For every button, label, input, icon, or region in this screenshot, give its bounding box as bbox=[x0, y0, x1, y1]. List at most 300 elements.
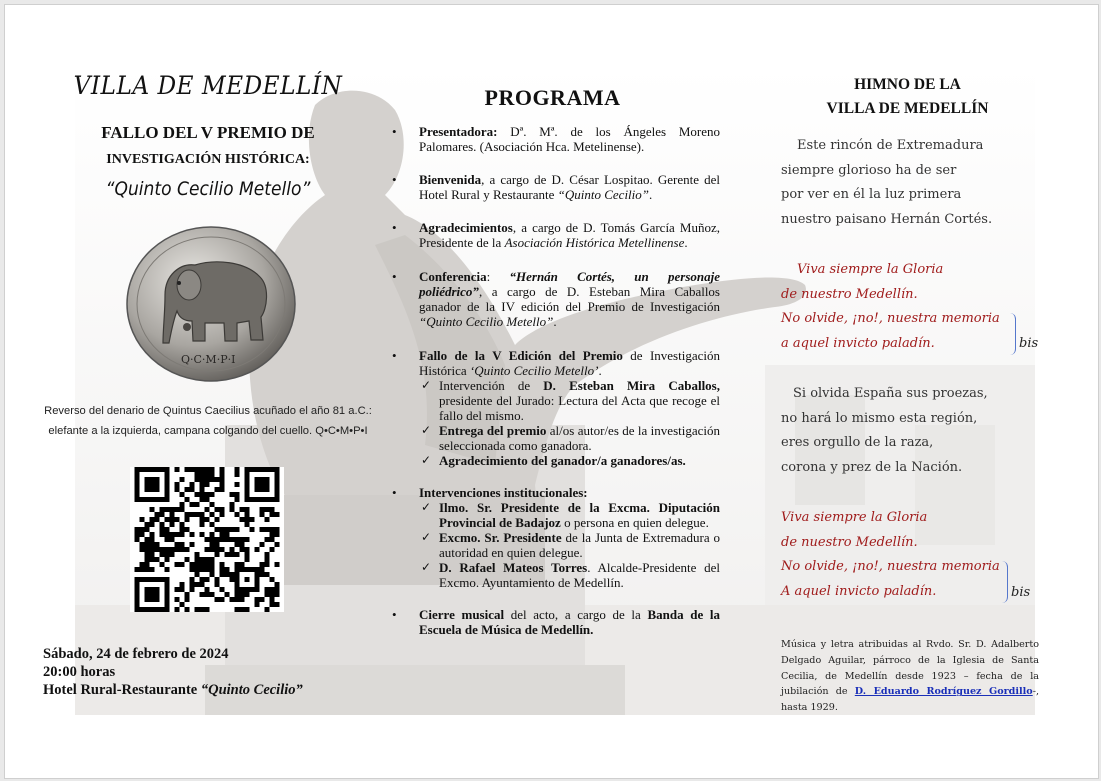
qr-module bbox=[210, 522, 215, 527]
qr-module bbox=[195, 607, 200, 612]
qr-module bbox=[180, 532, 185, 537]
qr-module bbox=[190, 482, 195, 487]
qr-module bbox=[160, 532, 165, 537]
verse-line: no hará lo mismo esta región, bbox=[781, 410, 978, 426]
verse-line: corona y prez de la Nación. bbox=[781, 459, 963, 475]
qr-module bbox=[150, 537, 155, 542]
qr-module bbox=[235, 497, 240, 502]
checkmark-icon: ✓ bbox=[421, 530, 432, 544]
sub-item bbox=[419, 500, 720, 530]
qr-module bbox=[265, 562, 270, 567]
checkmark-icon: ✓ bbox=[421, 378, 432, 392]
qr-module bbox=[200, 467, 205, 472]
qr-module bbox=[265, 572, 270, 577]
qr-module bbox=[185, 487, 190, 492]
qr-module bbox=[145, 522, 150, 527]
qr-module bbox=[215, 547, 220, 552]
qr-module bbox=[165, 557, 170, 562]
qr-module bbox=[220, 547, 225, 552]
villa-title: VILLA DE MEDELLÍN bbox=[73, 71, 343, 100]
prize-name: “Quinto Cecilio Metello” bbox=[105, 178, 311, 200]
qr-module bbox=[265, 557, 270, 562]
qr-module bbox=[145, 537, 150, 542]
qr-module bbox=[260, 542, 265, 547]
verse-line: A aquel invicto paladín. bbox=[781, 583, 937, 599]
qr-module bbox=[150, 567, 155, 572]
qr-module bbox=[160, 507, 165, 512]
qr-module bbox=[225, 532, 230, 537]
qr-module bbox=[200, 582, 205, 587]
bullet-icon: • bbox=[392, 172, 397, 187]
conference-title: “Hernán Cortés, un personaje poliédrico” bbox=[419, 269, 720, 299]
denarius-coin-image bbox=[125, 225, 297, 383]
item-label: Fallo de la V Edición del Premio bbox=[419, 348, 623, 363]
qr-module bbox=[275, 562, 280, 567]
qr-module bbox=[205, 537, 210, 542]
qr-module bbox=[185, 592, 190, 597]
qr-module bbox=[240, 507, 245, 512]
qr-module bbox=[270, 537, 275, 542]
checkmark-icon: ✓ bbox=[421, 423, 432, 437]
item-tail: . bbox=[598, 363, 602, 378]
gordillo-link[interactable]: D. Eduardo Rodríguez Gordillo bbox=[854, 686, 1033, 698]
qr-module bbox=[220, 562, 225, 567]
qr-module bbox=[155, 542, 160, 547]
qr-module bbox=[175, 532, 180, 537]
qr-module bbox=[275, 602, 280, 607]
qr-module bbox=[180, 602, 185, 607]
coin-caption bbox=[33, 401, 383, 441]
qr-module bbox=[220, 512, 225, 517]
qr-module bbox=[245, 552, 250, 557]
qr-module bbox=[235, 512, 240, 517]
qr-module bbox=[265, 607, 270, 612]
qr-module bbox=[220, 587, 225, 592]
checkmark-icon: ✓ bbox=[421, 500, 432, 514]
qr-module bbox=[260, 562, 265, 567]
qr-module bbox=[250, 527, 255, 532]
qr-module bbox=[135, 532, 140, 537]
qr-module bbox=[230, 507, 235, 512]
qr-module bbox=[175, 487, 180, 492]
qr-module bbox=[145, 567, 150, 572]
qr-module bbox=[220, 467, 225, 472]
qr-module bbox=[220, 487, 225, 492]
verse-line: nuestro paisano Hernán Cortés. bbox=[781, 211, 993, 227]
item-label: Agradecimientos bbox=[419, 220, 513, 235]
qr-module bbox=[195, 562, 200, 567]
qr-module bbox=[260, 507, 265, 512]
qr-module bbox=[205, 567, 210, 572]
qr-module bbox=[245, 537, 250, 542]
item-text: , a cargo de D. Tomás García Muñoz, Presidente de la bbox=[419, 220, 720, 250]
qr-module bbox=[175, 607, 180, 612]
qr-module bbox=[270, 532, 275, 537]
qr-module bbox=[260, 597, 265, 602]
qr-module bbox=[210, 542, 215, 547]
qr-module bbox=[240, 597, 245, 602]
qr-module bbox=[195, 572, 200, 577]
verse-line: No olvide, ¡no!, nuestra memoria bbox=[781, 311, 1000, 326]
qr-module bbox=[215, 542, 220, 547]
qr-module bbox=[205, 607, 210, 612]
qr-module bbox=[200, 472, 205, 477]
qr-module bbox=[240, 562, 245, 567]
qr-module bbox=[235, 607, 240, 612]
qr-module bbox=[170, 537, 175, 542]
qr-module bbox=[205, 467, 210, 472]
qr-module bbox=[200, 557, 205, 562]
qr-module bbox=[195, 467, 200, 472]
qr-module bbox=[190, 577, 195, 582]
verse-line: por ver en él la luz primera bbox=[781, 187, 962, 202]
qr-module bbox=[220, 472, 225, 477]
sub-bold: Agradecimiento del ganador/a ganadores/as. bbox=[439, 453, 686, 468]
qr-module bbox=[150, 507, 155, 512]
qr-module bbox=[140, 562, 145, 567]
qr-module bbox=[245, 522, 250, 527]
qr-module bbox=[215, 577, 220, 582]
qr-module bbox=[265, 517, 270, 522]
qr-module bbox=[215, 487, 220, 492]
qr-module bbox=[135, 567, 140, 572]
qr-module bbox=[165, 532, 170, 537]
qr-module bbox=[150, 557, 155, 562]
qr-module bbox=[145, 527, 150, 532]
qr-module bbox=[225, 592, 230, 597]
item-italic: ‘Quinto Cecilio Metello’ bbox=[469, 363, 599, 378]
qr-module bbox=[240, 537, 245, 542]
himno-title-line-1: HIMNO DE LA bbox=[854, 76, 961, 93]
qr-module bbox=[140, 532, 145, 537]
qr-module bbox=[180, 542, 185, 547]
qr-module bbox=[270, 527, 275, 532]
qr-module bbox=[275, 587, 280, 592]
qr-module bbox=[270, 597, 275, 602]
event-venue bbox=[43, 681, 363, 699]
qr-module bbox=[170, 512, 175, 517]
qr-module bbox=[250, 517, 255, 522]
qr-module bbox=[140, 527, 145, 532]
qr-module bbox=[155, 547, 160, 552]
qr-module bbox=[190, 502, 195, 507]
qr-module bbox=[145, 547, 150, 552]
bullet-icon: • bbox=[392, 220, 397, 235]
qr-module bbox=[200, 482, 205, 487]
qr-module bbox=[205, 507, 210, 512]
qr-module bbox=[195, 472, 200, 477]
qr-module bbox=[260, 567, 265, 572]
himno-title-line-2: VILLA DE MEDELLÍN bbox=[826, 100, 989, 117]
qr-module bbox=[220, 482, 225, 487]
verse-line: eres orgullo de la raza, bbox=[781, 435, 934, 450]
verse-line: Si olvida España sus proezas, bbox=[793, 386, 988, 401]
qr-module bbox=[180, 522, 185, 527]
qr-module bbox=[210, 537, 215, 542]
item-tail: . bbox=[553, 314, 557, 329]
qr-module bbox=[235, 527, 240, 532]
qr-module bbox=[215, 477, 220, 482]
qr-module bbox=[190, 512, 195, 517]
qr-module bbox=[200, 522, 205, 527]
checkmark-icon: ✓ bbox=[421, 560, 432, 574]
qr-module bbox=[205, 587, 210, 592]
qr-module bbox=[220, 532, 225, 537]
qr-module bbox=[160, 512, 165, 517]
qr-module bbox=[225, 537, 230, 542]
item-italic: “Quinto Cecilio” bbox=[557, 187, 650, 202]
qr-module bbox=[270, 602, 275, 607]
qr-module bbox=[230, 547, 235, 552]
qr-module bbox=[180, 582, 185, 587]
qr-module bbox=[230, 572, 235, 577]
qr-module bbox=[150, 517, 155, 522]
item-label: Presentadora: bbox=[419, 124, 498, 139]
qr-module bbox=[180, 527, 185, 532]
qr-module bbox=[145, 542, 150, 547]
qr-module bbox=[200, 532, 205, 537]
qr-module bbox=[215, 517, 220, 522]
qr-module bbox=[200, 492, 205, 497]
qr-module bbox=[180, 507, 185, 512]
qr-module bbox=[265, 552, 270, 557]
qr-module bbox=[205, 547, 210, 552]
qr-module bbox=[230, 502, 235, 507]
qr-module bbox=[245, 507, 250, 512]
qr-module bbox=[170, 532, 175, 537]
qr-module bbox=[205, 472, 210, 477]
qr-module bbox=[160, 552, 165, 557]
item-label: Cierre musical bbox=[419, 607, 505, 622]
qr-module bbox=[255, 602, 260, 607]
qr-module bbox=[235, 542, 240, 547]
bullet-icon: • bbox=[392, 485, 397, 500]
coin-legend-text: Q·C·M·P·I bbox=[181, 353, 236, 366]
qr-module bbox=[215, 507, 220, 512]
bullet-icon: • bbox=[392, 607, 397, 622]
item-text: Dª. Mª. de los Ángeles Moreno Palomares. (Asociación Hca. Metelinense). bbox=[419, 124, 720, 154]
stanza-2 bbox=[781, 382, 1051, 480]
sub-item bbox=[419, 560, 720, 590]
qr-module bbox=[210, 592, 215, 597]
qr-module bbox=[200, 477, 205, 482]
qr-module bbox=[185, 517, 190, 522]
qr-module bbox=[265, 507, 270, 512]
qr-module bbox=[150, 547, 155, 552]
qr-module bbox=[220, 567, 225, 572]
verse-line: Viva siempre la Gloria bbox=[797, 262, 944, 277]
qr-module bbox=[210, 532, 215, 537]
qr-module bbox=[235, 492, 240, 497]
qr-module bbox=[205, 497, 210, 502]
qr-module bbox=[190, 532, 195, 537]
qr-module bbox=[200, 487, 205, 492]
qr-module bbox=[230, 492, 235, 497]
list-item bbox=[385, 220, 720, 250]
qr-module bbox=[245, 517, 250, 522]
qr-module bbox=[195, 582, 200, 587]
qr-module bbox=[165, 552, 170, 557]
qr-module bbox=[135, 527, 140, 532]
brace-icon bbox=[1001, 561, 1008, 603]
qr-module bbox=[140, 547, 145, 552]
qr-module bbox=[260, 527, 265, 532]
qr-module bbox=[190, 562, 195, 567]
qr-module bbox=[215, 527, 220, 532]
item-text: de Investigación Histórica bbox=[419, 348, 720, 378]
qr-module bbox=[155, 512, 160, 517]
qr-module bbox=[210, 547, 215, 552]
qr-module bbox=[180, 587, 185, 592]
qr-module bbox=[270, 507, 275, 512]
qr-module bbox=[245, 592, 250, 597]
qr-module bbox=[205, 577, 210, 582]
qr-module bbox=[220, 477, 225, 482]
qr-module bbox=[210, 492, 215, 497]
qr-module bbox=[245, 607, 250, 612]
fallo-subheading: INVESTIGACIÓN HISTÓRICA: bbox=[106, 152, 310, 167]
bullet-icon: • bbox=[392, 124, 397, 139]
stanza-1 bbox=[781, 134, 1051, 232]
qr-module bbox=[210, 512, 215, 517]
verse-line: de nuestro Medellín. bbox=[781, 286, 918, 302]
qr-module bbox=[220, 597, 225, 602]
item-italic: “Quinto Cecilio Metello” bbox=[419, 314, 554, 329]
himno-title bbox=[765, 73, 1050, 121]
qr-module bbox=[265, 537, 270, 542]
qr-module bbox=[220, 537, 225, 542]
qr-module bbox=[195, 492, 200, 497]
qr-module bbox=[185, 597, 190, 602]
qr-module bbox=[275, 542, 280, 547]
qr-module bbox=[195, 557, 200, 562]
music-credit-note bbox=[781, 637, 1039, 716]
qr-module bbox=[150, 552, 155, 557]
list-item bbox=[385, 348, 720, 468]
qr-module bbox=[235, 537, 240, 542]
sub-bold: D. Esteban Mira Caballos, bbox=[543, 378, 720, 393]
qr-module bbox=[200, 567, 205, 572]
list-item bbox=[385, 269, 720, 329]
qr-module bbox=[275, 512, 280, 517]
qr-module bbox=[145, 557, 150, 562]
qr-module bbox=[190, 467, 195, 472]
bis-label: bis bbox=[1011, 585, 1031, 600]
qr-module bbox=[205, 517, 210, 522]
brace-icon bbox=[1009, 313, 1016, 355]
qr-module bbox=[185, 557, 190, 562]
qr-module bbox=[220, 527, 225, 532]
qr-module bbox=[210, 472, 215, 477]
qr-module bbox=[255, 597, 260, 602]
sub-item bbox=[419, 378, 720, 423]
qr-module bbox=[240, 547, 245, 552]
qr-module bbox=[240, 542, 245, 547]
qr-module bbox=[225, 572, 230, 577]
qr-module bbox=[140, 542, 145, 547]
qr-module bbox=[275, 592, 280, 597]
qr-module bbox=[200, 562, 205, 567]
qr-module bbox=[180, 477, 185, 482]
qr-module bbox=[150, 522, 155, 527]
qr-module bbox=[185, 497, 190, 502]
qr-module bbox=[180, 492, 185, 497]
qr-module bbox=[175, 467, 180, 472]
qr-module bbox=[160, 522, 165, 527]
qr-module bbox=[190, 567, 195, 572]
verse-line: Viva siempre la Gloria bbox=[781, 510, 928, 525]
qr-module bbox=[260, 572, 265, 577]
qr-module bbox=[180, 547, 185, 552]
qr-module bbox=[235, 592, 240, 597]
qr-module bbox=[185, 607, 190, 612]
qr-module bbox=[200, 497, 205, 502]
qr-module bbox=[165, 517, 170, 522]
sub-item bbox=[419, 453, 720, 468]
qr-module bbox=[175, 482, 180, 487]
qr-module bbox=[215, 597, 220, 602]
qr-module bbox=[195, 552, 200, 557]
sub-bold: Entrega del premio bbox=[439, 423, 547, 438]
qr-module bbox=[245, 547, 250, 552]
verse-line: de nuestro Medellín. bbox=[781, 534, 918, 550]
sub-bold: Excmo. Sr. Presidente bbox=[439, 530, 562, 545]
qr-module bbox=[165, 547, 170, 552]
qr-module bbox=[240, 592, 245, 597]
qr-module bbox=[175, 597, 180, 602]
qr-module bbox=[145, 562, 150, 567]
qr-module bbox=[170, 517, 175, 522]
qr-module bbox=[135, 537, 140, 542]
item-text: del acto, a cargo de la bbox=[504, 607, 648, 622]
qr-module bbox=[235, 552, 240, 557]
qr-module bbox=[230, 597, 235, 602]
fallo-heading: FALLO DEL V PREMIO DE bbox=[101, 123, 315, 142]
sub-item bbox=[419, 423, 720, 453]
qr-module bbox=[195, 477, 200, 482]
qr-module bbox=[205, 492, 210, 497]
item-label: Intervenciones institucionales: bbox=[419, 485, 588, 500]
qr-module bbox=[185, 527, 190, 532]
item-tail: . bbox=[684, 235, 688, 250]
note-text: Música y letra atribuidas al Rvdo. Sr. D. Adalberto Delgado Aguilar, párroco de la Iglesia de Santa Cecilia, de Medellín desde 1923 – fecha de la jubilación de bbox=[781, 639, 1039, 698]
programa-list bbox=[385, 124, 720, 637]
qr-module bbox=[190, 487, 195, 492]
qr-module bbox=[230, 552, 235, 557]
qr-module bbox=[180, 562, 185, 567]
qr-module bbox=[230, 537, 235, 542]
qr-module bbox=[265, 592, 270, 597]
event-date: Sábado, 24 de febrero de 2024 bbox=[43, 646, 229, 662]
qr-module bbox=[270, 577, 275, 582]
verse-line: siempre glorioso ha de ser bbox=[781, 162, 957, 178]
qr-module bbox=[270, 547, 275, 552]
qr-module bbox=[170, 522, 175, 527]
qr-module bbox=[210, 567, 215, 572]
qr-module bbox=[160, 527, 165, 532]
verse-line: No olvide, ¡no!, nuestra memoria bbox=[781, 559, 1000, 574]
qr-module bbox=[205, 477, 210, 482]
qr-module bbox=[220, 507, 225, 512]
qr-code[interactable] bbox=[130, 467, 284, 612]
qr-module bbox=[260, 512, 265, 517]
qr-module bbox=[165, 567, 170, 572]
qr-module bbox=[235, 597, 240, 602]
coin-caption-line-1: Reverso del denario de Quintus Caecilius acuñado el año 81 a.C.: bbox=[44, 405, 372, 417]
qr-module bbox=[210, 502, 215, 507]
qr-module bbox=[240, 517, 245, 522]
qr-module bbox=[165, 537, 170, 542]
